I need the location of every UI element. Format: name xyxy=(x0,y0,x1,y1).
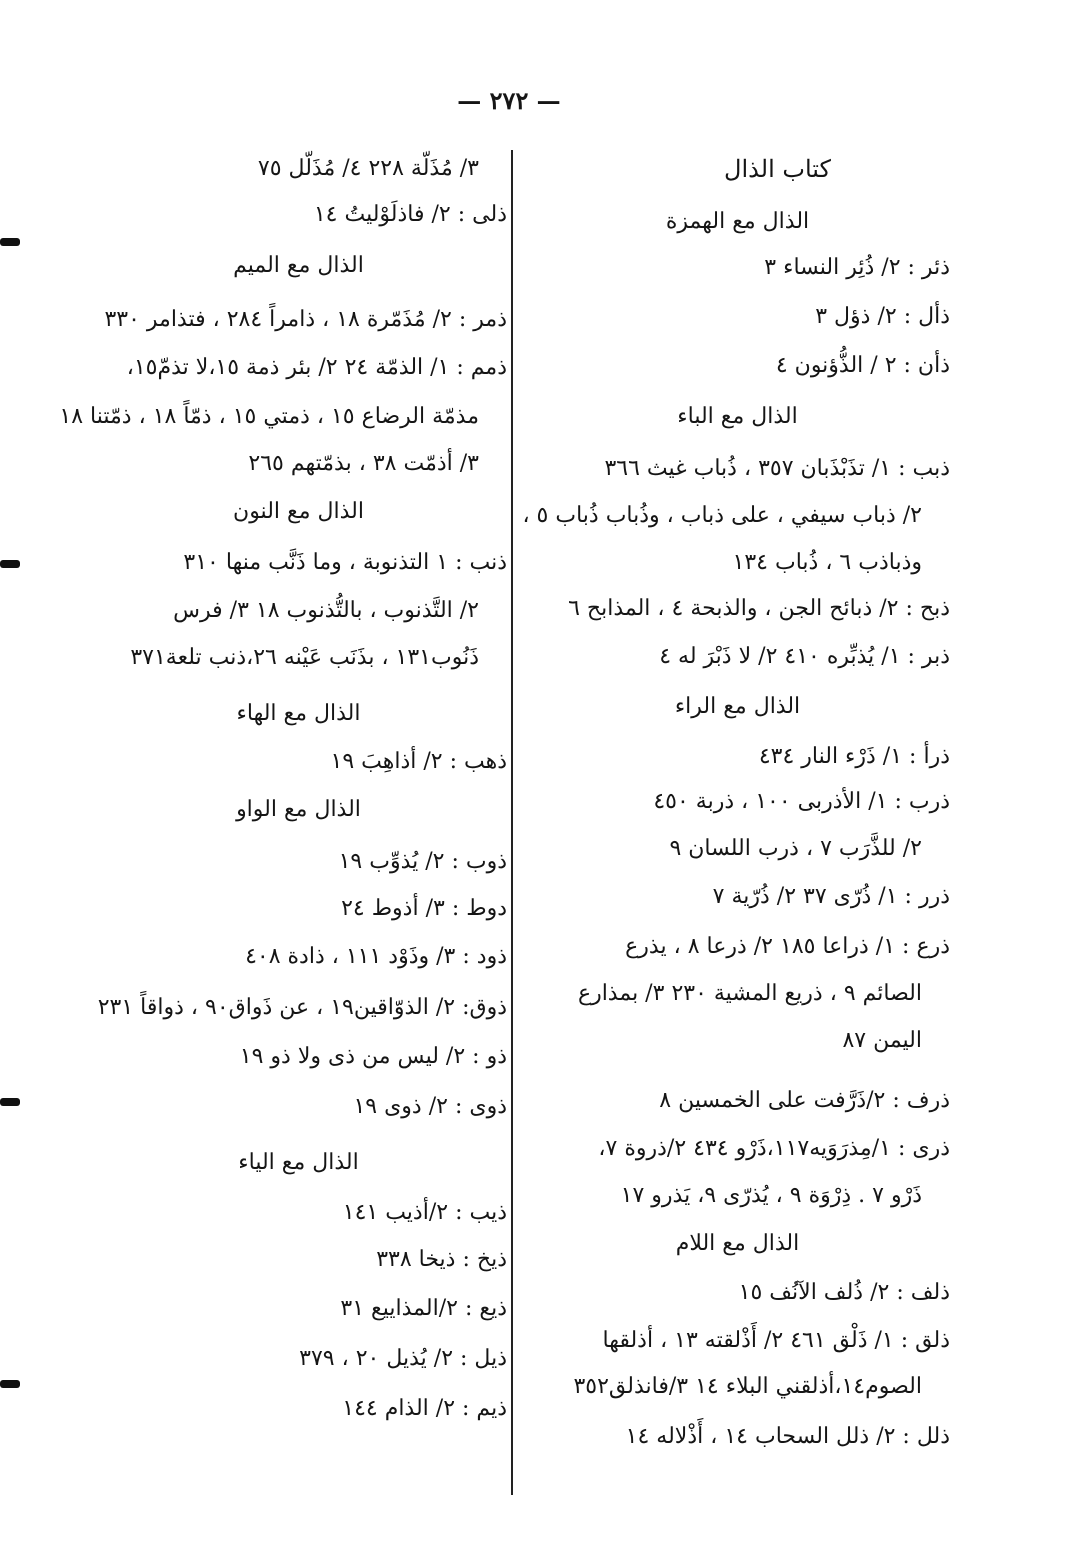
entry-line: ذلل : ٢/ ذلل السحاب ١٤ ، أَذْلاله ١٤ xyxy=(625,1424,950,1449)
left-column xyxy=(59,150,507,1495)
entry-line: ذرف : ٢/ذَرَّفت على الخمسين ٨ xyxy=(659,1088,950,1113)
column-divider xyxy=(511,150,513,1495)
section-heading: الذال مع الميم xyxy=(233,253,364,278)
entry-continuation: ٣/ مُذَلّة ٢٢٨ ٤/ مُذَلّل ٧٥ xyxy=(257,156,479,181)
entry-line: ذوق: ٢/ الذوّاقين١٩ ، عن ذَواق٩٠ ، ذواقاً ٢٣١ xyxy=(97,995,507,1020)
entry-line: ذود : ٣/ وذَوْد ١١١ ، ذادة ٤٠٨ xyxy=(245,944,507,969)
entry-line: ذمر : ٢/ مُذَمّرة ١٨ ، ذامراً ٢٨٤ ، فتذامر ٣٣٠ xyxy=(104,307,507,332)
entry-line: ذيم : ٢/ الذام ١٤٤ xyxy=(342,1396,507,1421)
entry-line: ذرى : ١/مِذرَوَيه١١٧،ذَرْو ٤٣٤ ٢/ذروة ٧، xyxy=(598,1136,950,1161)
entry-line: ذأل : ٢/ ذؤل ٣ xyxy=(815,304,950,329)
entry-line: ذنب : ١ التذنوبة ، وما ذَنَّب منها ٣١٠ xyxy=(183,550,507,575)
entry-line: ذيع : ٢/المذاييع ٣١ xyxy=(340,1296,507,1321)
entry-continuation: ذَنُوب١٣١ ، بذَنَب عَيْنه ٢٦،ذنب تلعة٣٧١ xyxy=(130,645,479,670)
entry-line: ذرب : ١/ الأذربى ١٠٠ ، ذربة ٤٥٠ xyxy=(653,789,950,814)
entry-line: دوط : ٣/ أذوط ٢٤ xyxy=(341,896,507,921)
entry-line: ذوى : ٢/ ذوى ١٩ xyxy=(353,1094,507,1119)
entry-line: ذبر : ١/ يُذبِّره ٤١٠ ٢/ لا ذَبْرَ له ٤ xyxy=(659,644,950,669)
book-title: كتاب الذال xyxy=(724,155,831,183)
entry-continuation: ذَرْو ٧ . ذِرْوَة ٩ ، يُذرّى ٩، يَذرو ١٧ xyxy=(620,1183,922,1208)
margin-mark xyxy=(0,1380,20,1388)
entry-line: ذيخ : ذيخا ٣٣٨ xyxy=(376,1247,507,1272)
entry-continuation: الصوم١٤،أذلقني البلاء ١٤ ٣/فانذلق٣٥٢ xyxy=(573,1374,922,1399)
entry-continuation: ٣/ أذمّت ٣٨ ، بذمّتهم ٢٦٥ xyxy=(248,451,479,476)
entry-line: ذيل : ٢/ يُذيل ٢٠ ، ٣٧٩ xyxy=(299,1346,507,1371)
entry-line: ذلف : ٢/ ذُلف الآنُف ١٥ xyxy=(738,1280,950,1305)
entry-line: ذئر : ٢/ ذُئِر النساء ٣ xyxy=(764,255,950,280)
section-heading: الذال مع اللام xyxy=(675,1231,800,1256)
entry-line: ذمم : ١/ الذمّة ٢٤ ٢/ بئر ذمة ١٥،لا تذمّ١٥، xyxy=(126,355,507,380)
entry-line: ذوب : ٢/ يُذوِّب ١٩ xyxy=(338,849,507,874)
margin-mark xyxy=(0,560,20,568)
entry-line: ذرع : ١/ ذراعا ١٨٥ ٢/ ذرعا ٨ ، يذرع xyxy=(625,934,950,959)
section-heading: الذال مع الهاء xyxy=(236,701,361,726)
section-heading: الذال مع الواو xyxy=(236,797,361,822)
margin-mark xyxy=(0,1098,20,1106)
entry-line: ذبح : ٢/ ذبائح الجن ، والذبحة ٤ ، المذابح ٦ xyxy=(568,596,950,621)
entry-continuation: ٢/ للذَّرَب ٧ ، ذرب اللسان ٩ xyxy=(669,836,922,861)
entry-line: ذيب : ٢/أذيب ١٤١ xyxy=(342,1200,507,1225)
entry-line: ذأن : ٢ / الذُّؤنون ٤ xyxy=(775,353,950,378)
entry-line: ذلى : ٢/ فاذلَوْليتُ ١٤ xyxy=(313,202,507,227)
entry-line: ذبب : ١/ تذَبْذَبان ٣٥٧ ، ذُباب غيث ٣٦٦ xyxy=(604,456,950,481)
section-heading: الذال مع الهمزة xyxy=(665,209,810,234)
entry-line: ذو : ٢/ ليس من ذى ولا ذو ١٩ xyxy=(239,1044,507,1069)
entry-continuation: مذمّة الرضاع ١٥ ، ذمتي ١٥ ، ذمّاً ١٨ ، ذمّتنا ١٨ xyxy=(59,404,479,429)
entry-continuation: ٢/ التَّذنوب ، بالتُّذنوب ١٨ ٣/ فرس xyxy=(173,598,479,623)
entry-continuation: الصائم ٩ ، ذريع المشية ٢٣٠ ٣/ بمذارع xyxy=(577,981,922,1006)
entry-continuation: وذباذب ٦ ، ذُباب ١٣٤ xyxy=(732,550,922,575)
entry-line: ذرر : ١/ ذُرّى ٣٧ ٢/ ذُرّية ٧ xyxy=(712,884,950,909)
entry-line: ذلق : ١/ ذَلْق ٤٦١ ٢/ أَذْلقته ١٣ ، أذلقها xyxy=(602,1328,950,1353)
page-number: — ٢٧٢ — xyxy=(457,86,561,115)
section-heading: الذال مع الباء xyxy=(677,404,798,429)
section-heading: الذال مع الياء xyxy=(238,1150,359,1175)
right-column xyxy=(522,150,950,1495)
section-heading: الذال مع الراء xyxy=(674,694,801,719)
section-heading: الذال مع النون xyxy=(233,499,364,524)
entry-line: ذهب : ٢/ أذاهِبَ ١٩ xyxy=(330,749,507,774)
entry-line: ذرأ : ١/ ذَرْء النار ٤٣٤ xyxy=(758,744,950,769)
entry-continuation: ٢/ ذباب سيفي ، على ذباب ، وذُباب ذُباب ٥ ، xyxy=(522,503,922,528)
entry-continuation: اليمن ٨٧ xyxy=(842,1028,922,1053)
margin-mark xyxy=(0,238,20,246)
